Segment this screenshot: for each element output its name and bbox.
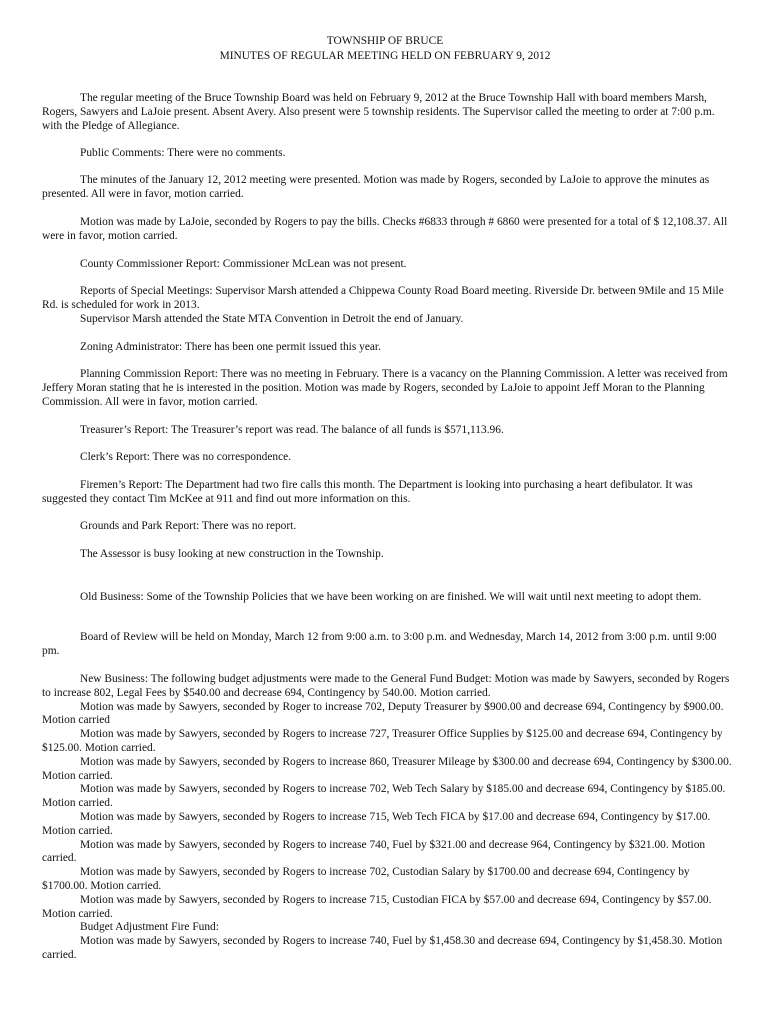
paragraph-grounds-park: Grounds and Park Report: There was no report. — [80, 520, 297, 532]
list-item: Motion was made by Sawyers, seconded by Rogers to increase 727, Treasurer Office Supplies by $125.00 and decrease 694, Contingency by $125.00. Motion carried. — [42, 728, 723, 754]
paragraph-treasurer-report: Treasurer’s Report: The Treasurer’s report was read. The balance of all funds is $571,113.96. — [80, 424, 504, 436]
paragraph-assessor: The Assessor is busy looking at new construction in the Township. — [80, 548, 384, 560]
list-item: Motion was made by Sawyers, seconded by Rogers to increase 860, Treasurer Mileage by $300.00 and decrease 694, Contingency by $300.00. Motion carried. — [42, 755, 732, 782]
paragraph-planning-commission: Planning Commission Report: There was no meeting in February. There is a vacancy on the Planning Commission. A letter was received from Jeffery Moran stating that he is interested in the position. Motion was made by Rogers, seconded by LaJoie to appoint Jeff Moran to the Planning Commission. All were in favor, motion carried. — [42, 368, 728, 408]
paragraph-old-business: Old Business: Some of the Township Policies that we have been working on are finished. We will wait until next meeting to adopt them. — [80, 591, 702, 603]
paragraph-clerk-report: Clerk’s Report: There was no correspondence. — [80, 451, 292, 463]
new-business-section — [42, 673, 732, 963]
paragraph-minutes-approval: The minutes of the January 12, 2012 meeting were presented. Motion was made by Rogers, seconded by LaJoie to approve the minutes as presented. All were in favor, motion carried. — [42, 174, 710, 200]
paragraph-opening: The regular meeting of the Bruce Township Board was held on February 9, 2012 at the Bruce Township Hall with board members Marsh, Rogers, Sawyers and LaJoie present. Absent Avery. Also present were 5 township residents. The Supervisor called the meeting to order at 7:00 p.m. with the Pledge of Allegiance. — [42, 92, 715, 132]
list-item: Motion was made by Sawyers, seconded by Rogers to increase 715, Web Tech FICA by $17.00 and decrease 694, Contingency by $17.00. Motion carried. — [42, 810, 711, 837]
paragraph-county-commissioner: County Commissioner Report: Commissioner McLean was not present. — [80, 258, 407, 270]
list-item: Motion was made by Sawyers, seconded by Rogers to increase 740, Fuel by $321.00 and decrease 964, Contingency by $321.00. Motion carried. — [42, 838, 706, 865]
list-item: Motion was made by Sawyers, seconded by Rogers to increase 702, Web Tech Salary by $185.00 and decrease 694, Contingency by $185.00. Motion carried. — [42, 783, 726, 810]
document-title: TOWNSHIP OF BRUCE — [326, 35, 444, 47]
paragraph-bills: Motion was made by LaJoie, seconded by Rogers to pay the bills. Checks #6833 through # 6860 were presented for a total of $ 12,108.37. All were in favor, motion carried. — [42, 216, 728, 242]
list-item: Motion was made by Sawyers, seconded by Rogers to increase 740, Fuel by $1,458.30 and decrease 694, Contingency by $1,458.30. Motion carried. — [42, 935, 723, 961]
paragraph-board-of-review: Board of Review will be held on Monday, March 12 from 9:00 a.m. to 3:00 p.m. and Wednesday, March 14, 2012 from 3:00 p.m. until 9:00 pm. — [42, 631, 717, 657]
list-item: New Business: The following budget adjustments were made to the General Fund Budget: Motion was made by Sawyers, seconded by Rogers to increase 802, Legal Fees by $540.00 and decrease 694, Contingency by 540.00. Motion carried. — [42, 673, 730, 699]
paragraph-public-comments: Public Comments: There were no comments. — [80, 147, 286, 159]
paragraph-firemen-report: Firemen’s Report: The Department had two fire calls this month. The Department is looking into purchasing a heart defibulator. It was suggested they contact Tim McKee at 911 and find out more information on this. — [42, 479, 693, 505]
list-item: Motion was made by Sawyers, seconded by Roger to increase 702, Deputy Treasurer by $900.00 and decrease 694, Contingency by $900.00. Motion carried — [42, 700, 724, 727]
paragraph-special-meetings: Reports of Special Meetings: Supervisor Marsh attended a Chippewa County Road Board meeting. Riverside Dr. between 9Mile and 15 Mile Rd. is scheduled for work in 2013. Supervisor Marsh attended the State MTA Convention in Detroit the end of January. — [42, 285, 724, 325]
list-item: Motion was made by Sawyers, seconded by Rogers to increase 715, Custodian FICA by $57.00 and decrease 694, Contingency by $57.00. Motion carried. — [42, 893, 712, 920]
paragraph-zoning: Zoning Administrator: There has been one permit issued this year. — [80, 341, 381, 353]
list-item: Motion was made by Sawyers, seconded by Rogers to increase 702, Custodian Salary by $1700.00 and decrease 694, Contingency by $1700.00. Motion carried. — [42, 866, 690, 892]
document-subtitle: MINUTES OF REGULAR MEETING HELD ON FEBRUARY 9, 2012 — [219, 50, 551, 62]
fire-fund-heading: Budget Adjustment Fire Fund: — [80, 921, 219, 934]
